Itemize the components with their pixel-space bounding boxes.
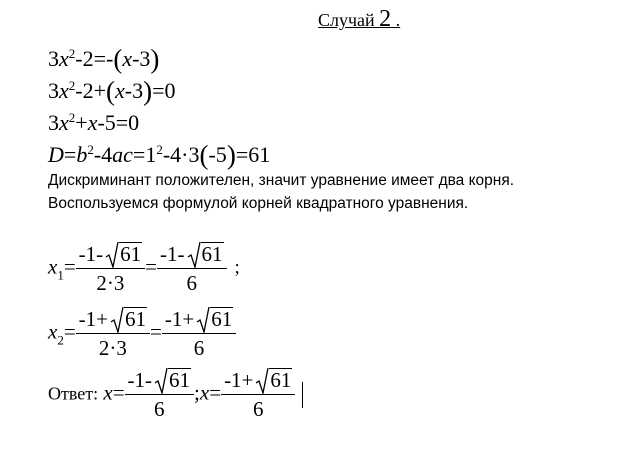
x2-frac1-denominator: 2·3 bbox=[98, 336, 127, 360]
eq1-var: x bbox=[59, 46, 69, 71]
answer-frac1-prefix: -1- bbox=[127, 368, 153, 392]
eq4-eq1: =1 bbox=[132, 142, 157, 167]
eq4-exp1: 2 bbox=[87, 142, 94, 157]
text-cursor[interactable] bbox=[302, 382, 303, 408]
eq2-var: x bbox=[59, 78, 69, 103]
eq3-var2: x bbox=[87, 110, 98, 135]
eq4-equals: = bbox=[63, 142, 77, 167]
answer-equals-1: = bbox=[112, 380, 125, 405]
answer-label: Ответ: bbox=[48, 383, 99, 404]
answer-line bbox=[48, 366, 303, 423]
x2-frac2-denominator: 6 bbox=[193, 336, 205, 360]
answer-frac1-denominator: 6 bbox=[154, 397, 165, 421]
case-title-prefix: Случай bbox=[318, 10, 375, 30]
x1-fraction-2 bbox=[157, 240, 227, 297]
x2-fraction-2 bbox=[162, 305, 236, 362]
answer-separator: ; bbox=[194, 380, 200, 405]
x1-frac2-denominator: 6 bbox=[186, 271, 198, 295]
eq1-exp: 2 bbox=[68, 46, 76, 61]
discriminant-equation bbox=[48, 136, 270, 169]
answer-frac2-denominator: 6 bbox=[252, 397, 264, 421]
eq2-const: -3 bbox=[124, 78, 144, 103]
x1-semicolon: ; bbox=[234, 257, 240, 279]
eq1-mid: -2=- bbox=[75, 46, 114, 71]
x1-frac1-denominator: 2·3 bbox=[96, 271, 125, 295]
x1-frac1-numerator bbox=[76, 240, 146, 269]
x1-var: x bbox=[48, 254, 58, 279]
x2-equals: = bbox=[63, 319, 76, 344]
eq1-rparen: ) bbox=[150, 44, 160, 74]
answer-equals-2: = bbox=[209, 380, 222, 405]
answer-fraction-1 bbox=[125, 366, 195, 423]
x1-frac2-prefix: -1- bbox=[160, 242, 185, 266]
case-title bbox=[318, 6, 400, 33]
sqrt-symbol bbox=[196, 305, 233, 333]
x1-frac2-numerator bbox=[157, 240, 227, 269]
x2-sub: 2 bbox=[57, 332, 64, 348]
x1-sub: 1 bbox=[57, 267, 64, 283]
sqrt-symbol bbox=[110, 305, 147, 333]
eq2-rparen: ) bbox=[143, 76, 153, 106]
eq2-var2: x bbox=[115, 78, 125, 103]
x1-frac2-radicand: 61 bbox=[201, 242, 223, 266]
eq4-result: =61 bbox=[235, 142, 271, 167]
x2-frac1-radicand: 61 bbox=[125, 307, 147, 331]
eq1-const: -3 bbox=[132, 46, 151, 71]
sqrt-symbol bbox=[105, 240, 142, 268]
x1-frac1-prefix: -1- bbox=[78, 242, 104, 266]
eq2-result: =0 bbox=[152, 78, 176, 103]
eq1-var2: x bbox=[122, 46, 133, 71]
x1-equals-2: = bbox=[145, 254, 158, 279]
eq4-rest: -4·3 bbox=[162, 142, 200, 167]
eq3-coef: 3 bbox=[48, 110, 59, 135]
eq3-exp: 2 bbox=[68, 110, 76, 125]
discriminant-symbol: D bbox=[48, 142, 64, 167]
x2-fraction-1 bbox=[76, 305, 150, 362]
equation-3 bbox=[48, 104, 139, 137]
root-x2-formula bbox=[48, 305, 236, 362]
case-number: 2 bbox=[379, 6, 392, 32]
x1-fraction-1 bbox=[76, 240, 146, 297]
answer-frac2-radicand: 61 bbox=[270, 368, 292, 392]
equation-1 bbox=[48, 40, 159, 73]
x2-frac2-prefix: -1+ bbox=[164, 307, 195, 331]
eq4-b: b bbox=[76, 142, 88, 167]
eq3-var: x bbox=[59, 110, 69, 135]
x1-frac1-radicand: 61 bbox=[120, 242, 142, 266]
answer-frac1-numerator bbox=[125, 366, 195, 395]
eq4-minus4: -4 bbox=[93, 142, 113, 167]
x2-frac1-prefix: -1+ bbox=[78, 307, 109, 331]
sqrt-symbol bbox=[154, 366, 191, 394]
eq3-plus: + bbox=[75, 110, 88, 135]
eq2-coef: 3 bbox=[48, 78, 59, 103]
eq3-const: -5=0 bbox=[97, 110, 140, 135]
eq2-exp: 2 bbox=[68, 78, 76, 93]
x2-frac2-radicand: 61 bbox=[211, 307, 233, 331]
answer-fraction-2 bbox=[221, 366, 295, 423]
answer-var-1: x bbox=[103, 380, 113, 405]
root-x1-formula bbox=[48, 240, 240, 297]
x2-var: x bbox=[48, 319, 58, 344]
x1-equals: = bbox=[63, 254, 76, 279]
x2-frac1-numerator bbox=[76, 305, 150, 334]
eq1-lparen: ( bbox=[113, 44, 123, 74]
eq4-rparen: ) bbox=[226, 140, 236, 170]
answer-frac1-radicand: 61 bbox=[169, 368, 191, 392]
answer-frac2-numerator bbox=[221, 366, 295, 395]
sqrt-symbol bbox=[255, 366, 292, 394]
eq4-ac: ac bbox=[112, 142, 133, 167]
eq2-mid: -2+ bbox=[75, 78, 106, 103]
text-line-1: Дискриминант положителен, значит уравнение имеет два корня. bbox=[48, 172, 515, 189]
eq2-lparen: ( bbox=[106, 76, 115, 106]
eq4-neg: -5 bbox=[208, 142, 227, 167]
text-line-2: Воспользуемся формулой корней квадратного уравнения. bbox=[48, 195, 469, 212]
equation-2 bbox=[48, 72, 176, 105]
eq4-lparen: ( bbox=[199, 140, 209, 170]
x2-frac2-numerator bbox=[162, 305, 236, 334]
case-title-suffix: . bbox=[395, 10, 401, 30]
eq4-exp2: 2 bbox=[156, 142, 163, 157]
eq1-coef: 3 bbox=[48, 46, 59, 71]
sqrt-symbol bbox=[187, 240, 224, 268]
answer-frac2-prefix: -1+ bbox=[224, 368, 254, 392]
x2-equals-2: = bbox=[150, 319, 162, 344]
answer-var-2: x bbox=[199, 380, 210, 405]
